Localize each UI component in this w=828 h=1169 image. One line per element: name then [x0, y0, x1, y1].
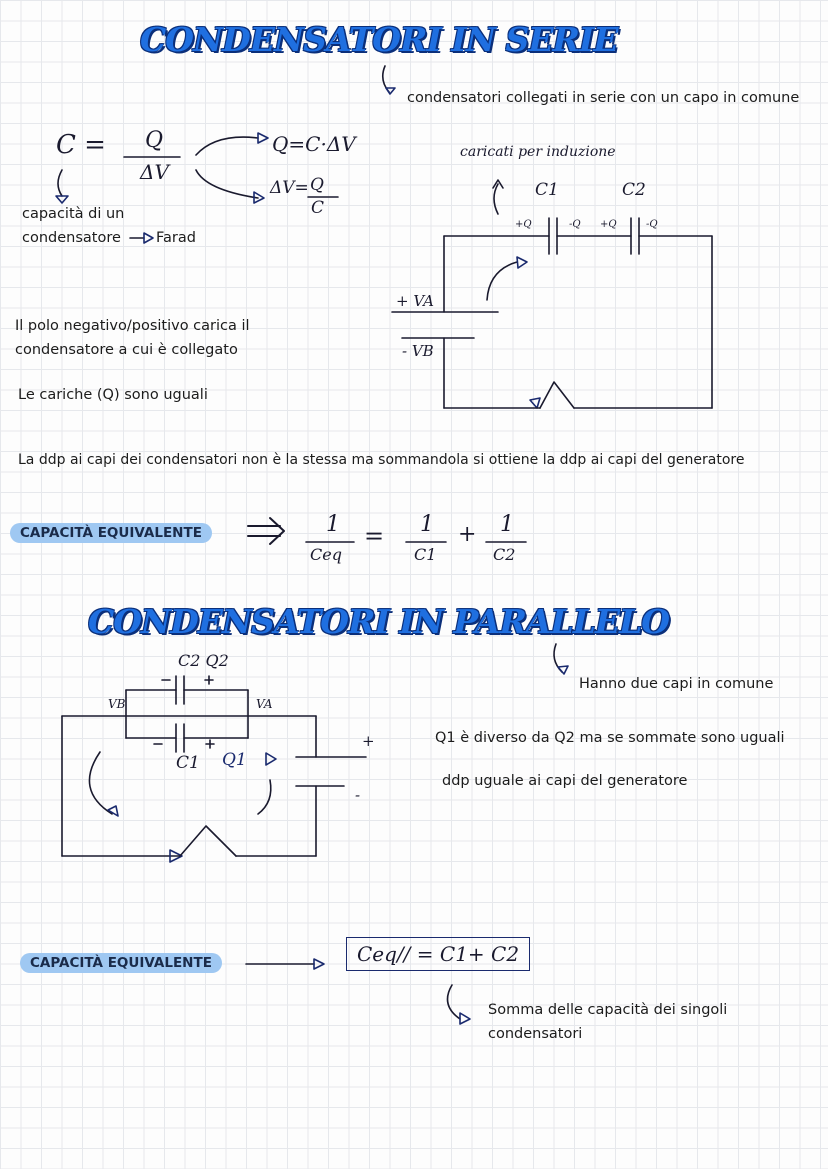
parallel-note-common: Hanno due capi in comune: [579, 676, 774, 692]
series-switch: [540, 382, 574, 408]
parallel-left-curved-arrowhead: [108, 806, 118, 816]
parallel-plus-sign: +: [362, 732, 375, 750]
formula-lower-arrow: [196, 170, 258, 198]
derived-voltage-numerator: Q: [310, 175, 324, 195]
farad-arrowhead: [144, 233, 153, 243]
equiv-formula-one-b: 1: [420, 512, 434, 537]
parallel-c2-polarity: [162, 676, 213, 684]
sum-hook-arrowhead: [460, 1013, 470, 1024]
pole-note-line2: condensatore a cui è collegato: [15, 342, 238, 358]
parallel-note-ddp: ddp uguale ai capi del generatore: [442, 773, 688, 789]
charges-note: Le cariche (Q) sono uguali: [18, 387, 208, 403]
capacity-formula-denominator: ΔV: [140, 160, 169, 184]
series-equivalent-capacity-label: CAPACITÀ EQUIVALENTE: [10, 523, 212, 543]
parallel-left-curved-arrow: [89, 752, 112, 814]
capacity-note-line1: capacità di un: [22, 206, 125, 222]
parallel-note-charges: Q1 è diverso da Q2 ma se sommate sono uguali: [435, 730, 785, 746]
parallel-va-label: VA: [256, 697, 273, 711]
series-c2-label: C2: [622, 180, 646, 200]
farad-label: Farad: [156, 230, 196, 246]
equiv-formula-one-a: 1: [326, 512, 340, 537]
series-curved-arrowhead: [517, 257, 527, 268]
parallel-minus-sign: -: [355, 786, 361, 804]
sum-note-line2: condensatori: [488, 1026, 583, 1042]
derived-voltage-denominator: C: [311, 198, 325, 218]
equiv-formula-one-c: 1: [500, 512, 514, 537]
equiv-formula-plus: +: [458, 522, 477, 547]
equiv-formula-equals: =: [364, 522, 385, 550]
parallel-switch: [180, 826, 236, 856]
parallel-equivalent-capacity-label: CAPACITÀ EQUIVALENTE: [20, 953, 222, 973]
derived-voltage-lhs: ΔV=: [270, 178, 309, 198]
series-curved-arrow: [487, 262, 517, 300]
formula-upper-arrow: [196, 137, 258, 155]
series-plus-q-2: +Q: [600, 219, 617, 230]
series-va-label: + VA: [396, 292, 434, 310]
parallel-right-curved-arrow: [258, 780, 271, 814]
series-title: CONDENSATORI IN SERIE: [140, 20, 618, 59]
ddp-note: La ddp ai capi dei condensatori non è la stessa ma sommandola si ottiene la ddp ai capi del generatore: [18, 452, 745, 468]
capacity-formula-numerator: Q: [145, 128, 164, 153]
induction-label: caricati per induzione: [460, 144, 616, 160]
parallel-q1-label: Q1: [222, 750, 247, 770]
sum-note-line1: Somma delle capacità dei singoli: [488, 1002, 728, 1018]
derived-charge-formula: Q=C·ΔV: [272, 132, 356, 156]
sum-hook-arrow: [448, 985, 461, 1019]
parallel-title: CONDENSATORI IN PARALLELO: [88, 602, 670, 641]
capacity-formula-lhs: C =: [56, 130, 106, 160]
series-subtitle: condensatori collegati in serie con un capo in comune: [407, 90, 800, 106]
capacity-down-arrowhead: [56, 196, 68, 203]
parallel-q1-arrowhead: [266, 753, 276, 765]
parallel-c1-label: C1: [176, 753, 200, 773]
equiv-formula-ceq: Ceq: [310, 545, 342, 564]
pole-note-line1: Il polo negativo/positivo carica il: [15, 318, 250, 334]
capacity-down-arrow: [58, 170, 62, 196]
parallel-vb-label: VB: [108, 697, 126, 711]
series-minus-q-1: -Q: [569, 219, 581, 230]
equiv-formula-c2: C2: [493, 545, 516, 564]
parallel-equiv-arrowhead: [314, 959, 324, 969]
formula-upper-arrowhead: [258, 133, 268, 143]
series-minus-q-2: -Q: [646, 219, 658, 230]
implies-arrow: [248, 518, 284, 544]
capacity-note-line2: condensatore: [22, 230, 121, 246]
series-switch-arrowhead: [530, 398, 540, 408]
subtitle-arrowhead: [386, 88, 395, 94]
induction-up-arrow: [494, 184, 498, 214]
series-vb-label: - VB: [402, 342, 434, 360]
series-c1-label: C1: [535, 180, 559, 200]
parallel-equiv-formula: Ceq// = C1+ C2: [346, 937, 530, 971]
parallel-c2-q2-label: C2 Q2: [178, 651, 229, 670]
equiv-formula-c1: C1: [414, 545, 437, 564]
series-plus-q-1: +Q: [515, 219, 532, 230]
